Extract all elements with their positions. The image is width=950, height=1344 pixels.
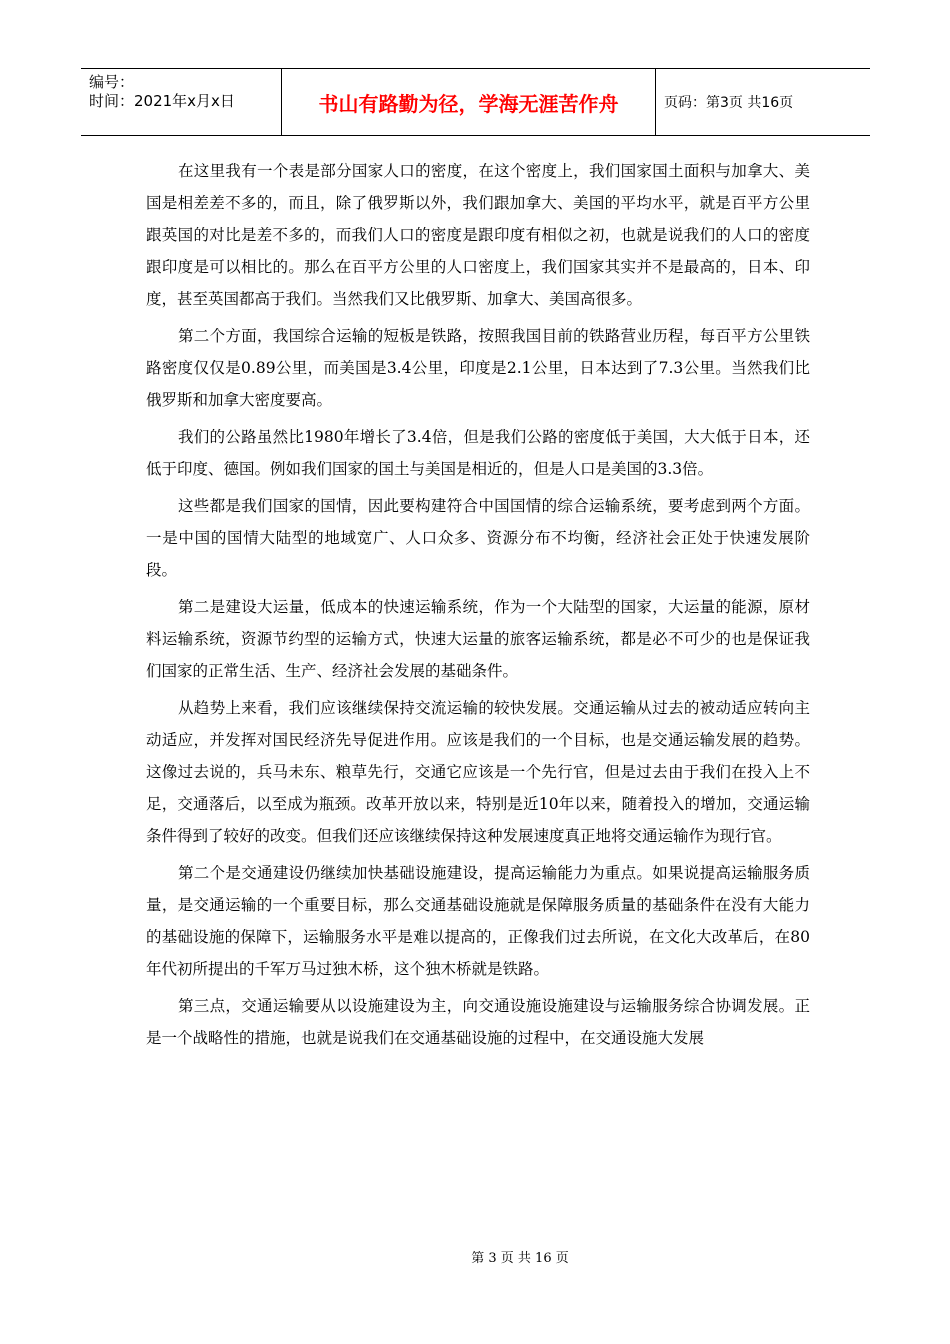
body-paragraph-5: 第二是建设大运量，低成本的快速运输系统，作为一个大陆型的国家，大运量的能源，原材料运输系统，资源节约型的运输方式，快速大运量的旅客运输系统，都是必不可少的也是保证我们国家的正常生活、生产、经济社会发展的基础条件。	[146, 598, 810, 680]
document-number-label: 编号：	[89, 73, 135, 91]
page-footer: 第 3 页 共 16 页	[471, 1251, 569, 1266]
header-motto: 书山有路勤为径，学海无涯苦作舟	[281, 69, 656, 135]
page-header	[81, 68, 870, 136]
body-paragraph-3: 我们的公路虽然比1980年增长了3.4倍，但是我们公路的密度低于美国，大大低于日本，还低于印度、德国。例如我们国家的国土与美国是相近的，但是人口是美国的3.3倍。	[146, 428, 810, 478]
body-paragraph-6: 从趋势上来看，我们应该继续保持交流运输的较快发展。交通运输从过去的被动适应转向主动适应，并发挥对国民经济先导促进作用。应该是我们的一个目标，也是交通运输发展的趋势。这像过去说的，兵马未东、粮草先行，交通它应该是一个先行官，但是过去由于我们在投入上不足，交通落后，以至成为瓶颈。改革开放以来，特别是近10年以来，随着投入的增加，交通运输条件得到了较好的改变。但我们还应该继续保持这种发展速度真正地将交通运输作为现行官。	[146, 699, 810, 845]
body-paragraph-1: 在这里我有一个表是部分国家人口的密度，在这个密度上，我们国家国土面积与加拿大、美国是相差差不多的，而且，除了俄罗斯以外，我们跟加拿大、美国的平均水平，就是百平方公里跟英国的对比是差不多的，而我们人口的密度是跟印度有相似之初，也就是说我们的人口的密度跟印度是可以相比的。那么在百平方公里的人口密度上，我们国家其实并不是最高的，日本、印度，甚至英国都高于我们。当然我们又比俄罗斯、加拿大、美国高很多。	[146, 162, 810, 308]
body-paragraph-7: 第二个是交通建设仍继续加快基础设施建设，提高运输能力为重点。如果说提高运输服务质量，是交通运输的一个重要目标，那么交通基础设施就是保障服务质量的基础条件在没有大能力的基础设施的保障下，运输服务水平是难以提高的，正像我们过去所说，在文化大改革后，在80年代初所提出的千军万马过独木桥，这个独木桥就是铁路。	[146, 864, 810, 978]
body-paragraph-8: 第三点，交通运输要从以设施建设为主，向交通设施设施建设与运输服务综合协调发展。正是一个战略性的措施，也就是说我们在交通基础设施的过程中，在交通设施大发展	[146, 997, 810, 1047]
header-meta	[81, 69, 281, 135]
body-paragraph-2: 第二个方面，我国综合运输的短板是铁路，按照我国目前的铁路营业历程，每百平方公里铁路密度仅仅是0.89公里，而美国是3.4公里，印度是2.1公里，日本达到了7.3公里。当然我们比俄罗斯和加拿大密度要高。	[146, 327, 810, 409]
header-page-info: 页码：第3页 共16页	[664, 95, 794, 111]
document-date-label: 时间：2021年x月x日	[89, 92, 235, 110]
document-body	[146, 155, 810, 1059]
body-paragraph-4: 这些都是我们国家的国情，因此要构建符合中国国情的综合运输系统，要考虑到两个方面。一是中国的国情大陆型的地域宽广、人口众多、资源分布不均衡，经济社会正处于快速发展阶段。	[146, 497, 810, 579]
